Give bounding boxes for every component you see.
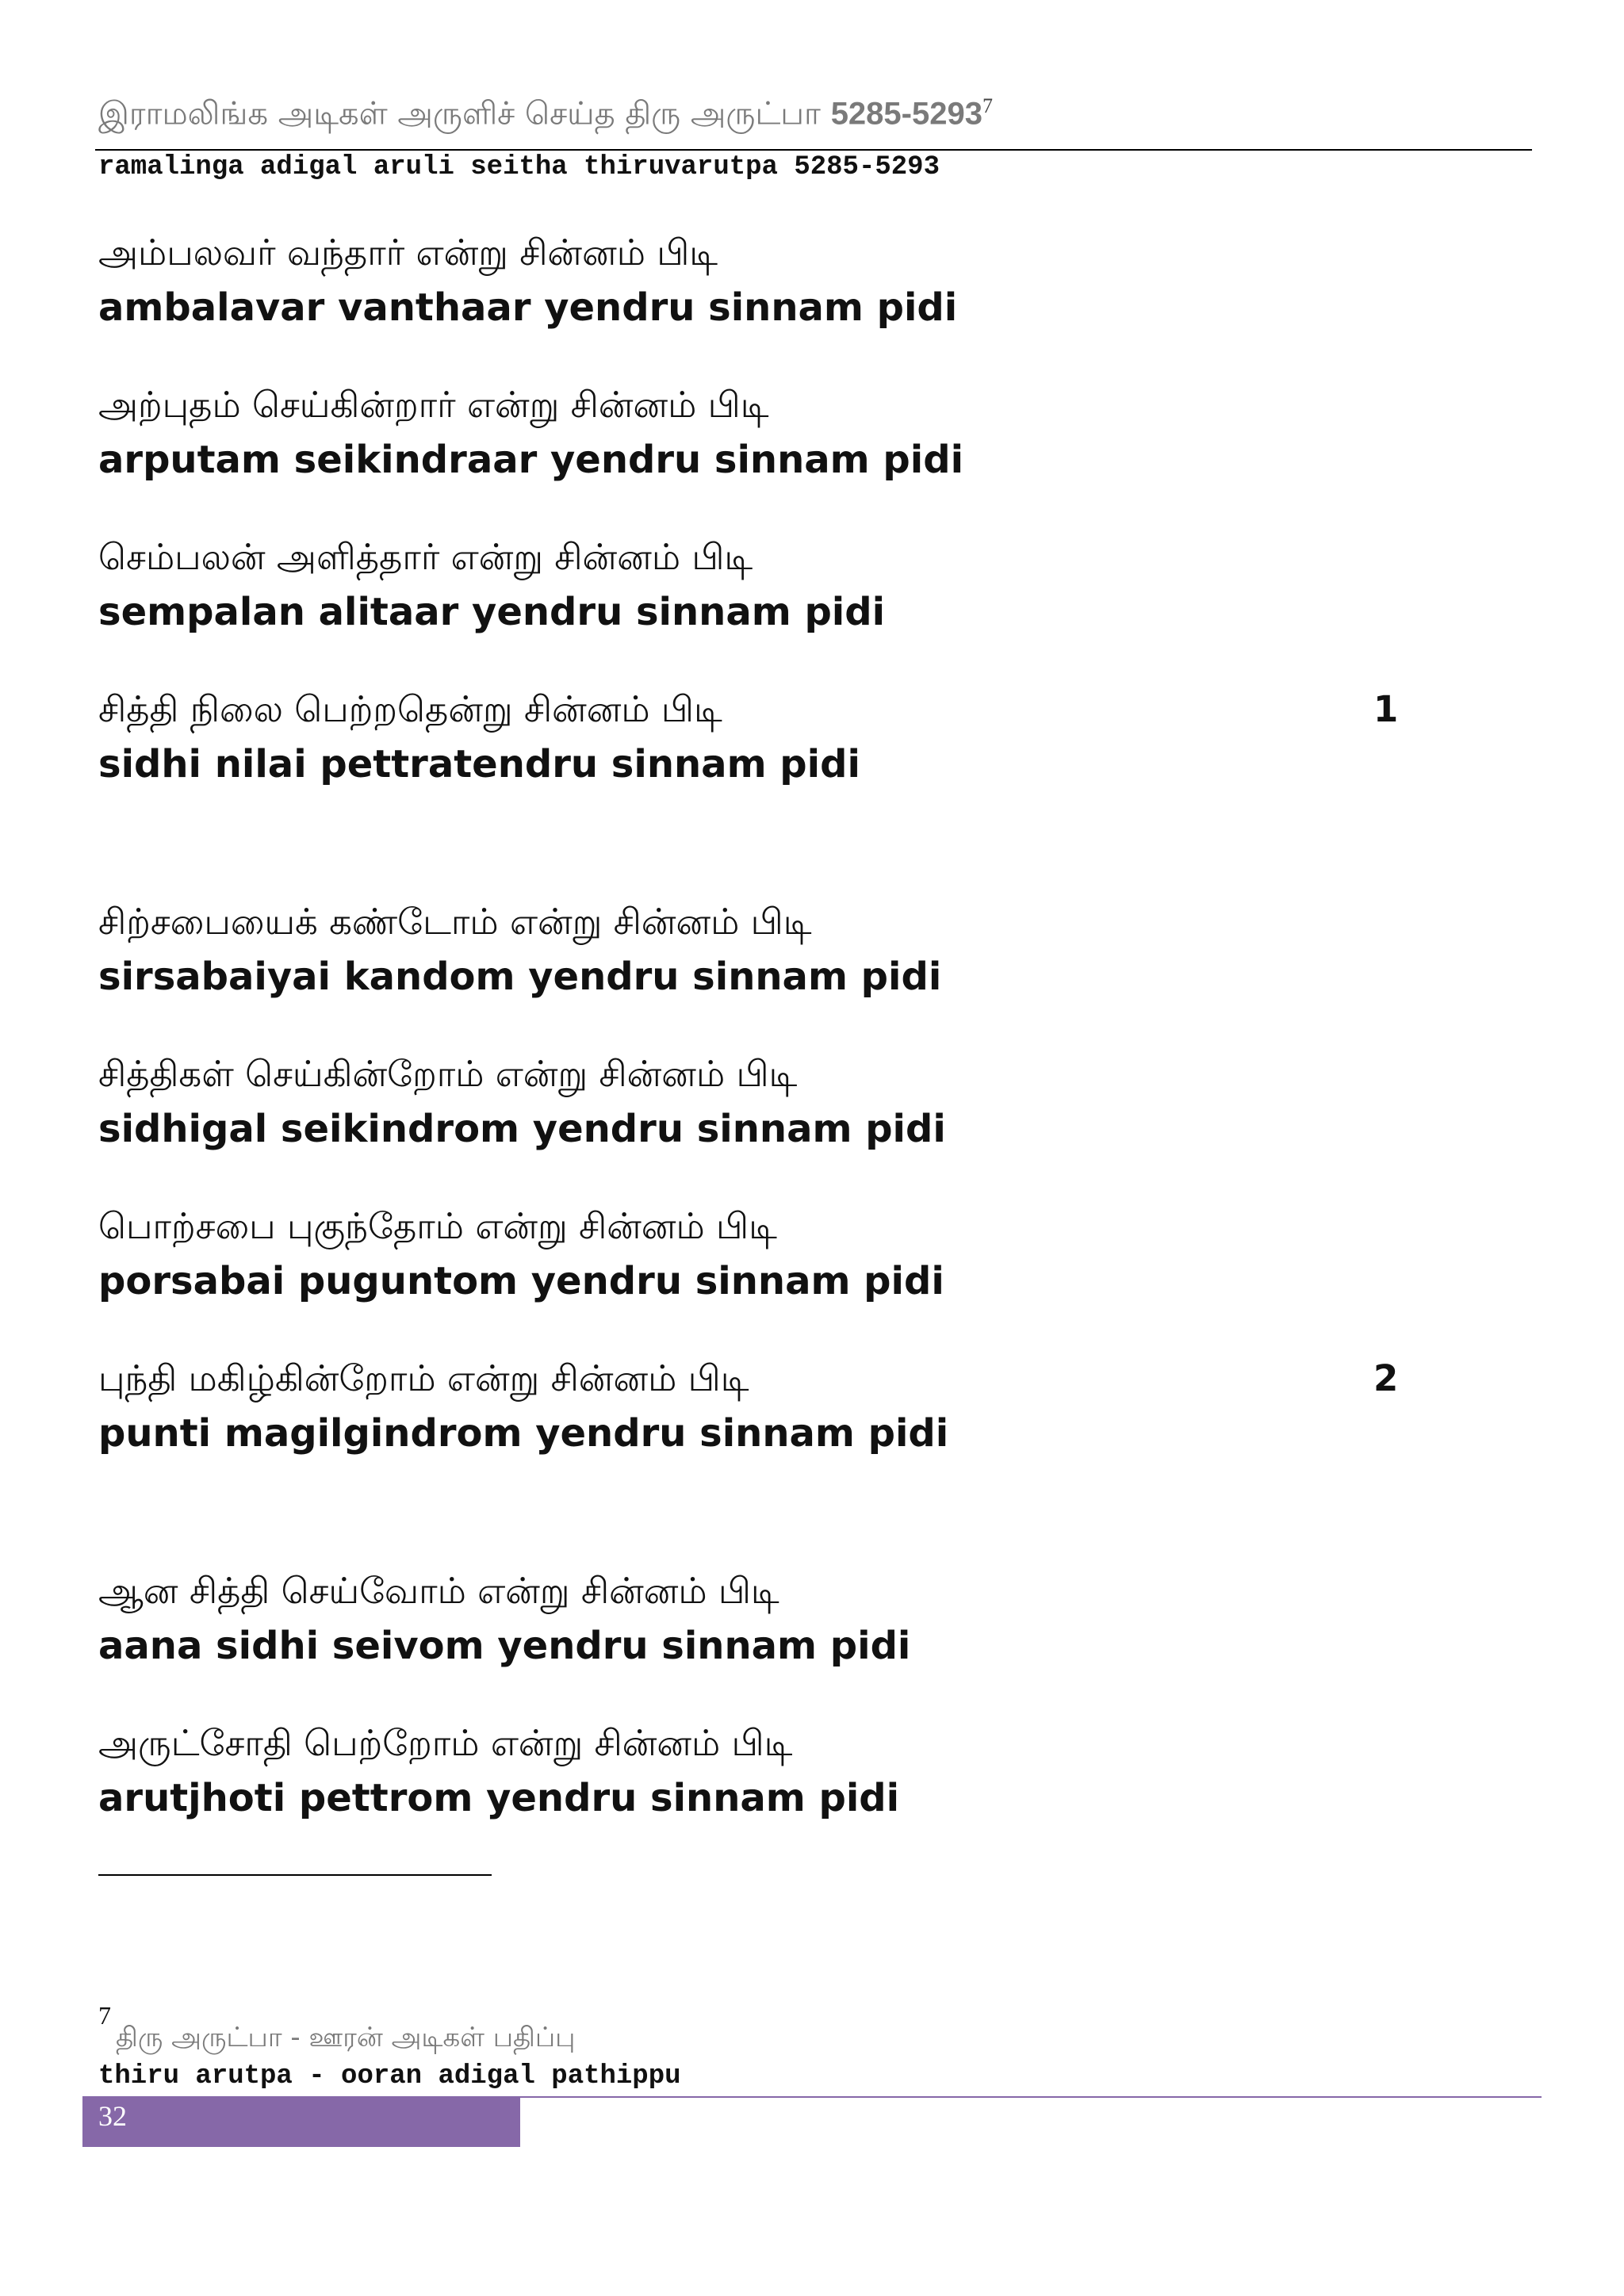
verse-line-translit: sempalan alitaar yendru sinnam pidi <box>98 590 886 634</box>
verse-line-translit: arputam seikindraar yendru sinnam pidi <box>98 438 964 482</box>
footnote-tamil: திரு அருட்பா - ஊரன் அடிகள் பதிப்பு <box>116 2022 576 2053</box>
verse-number: 2 <box>1373 1357 1399 1399</box>
verse-line-translit: porsabai puguntom yendru sinnam pidi <box>98 1259 944 1303</box>
page-number-tab <box>82 2098 520 2147</box>
verse-line-tamil: பொற்சபை புகுந்தோம் என்று சின்னம் பிடி <box>98 1205 777 1247</box>
footnote-translit: thiru arutpa - ooran adigal pathippu <box>98 2061 681 2091</box>
verse-line-translit: sidhi nilai pettratendru sinnam pidi <box>98 742 860 786</box>
page-number: 32 <box>98 2100 127 2132</box>
verse-line-tamil: சித்திகள் செய்கின்றோம் என்று சின்னம் பிடி <box>98 1053 798 1095</box>
header-translit-title: ramalinga adigal aruli seitha thiruvarutpa 5285-5293 <box>98 152 940 182</box>
verse-line-translit: sidhigal seikindrom yendru sinnam pidi <box>98 1107 946 1151</box>
verse-line-tamil: அம்பலவர் வந்தார் என்று சின்னம் பிடி <box>98 232 718 274</box>
footnote-mark: 7 <box>98 2001 111 2030</box>
header-tamil-title <box>98 94 993 132</box>
header-divider <box>95 149 1532 151</box>
verse-line-translit: punti magilgindrom yendru sinnam pidi <box>98 1411 949 1456</box>
verse-line-tamil: புந்தி மகிழ்கின்றோம் என்று சின்னம் பிடி <box>98 1357 749 1399</box>
verse-line-tamil: சிற்சபையைக் கண்டோம் என்று சின்னம் பிடி <box>98 901 812 943</box>
verse-line-tamil: ஆன சித்தி செய்வோம் என்று சின்னம் பிடி <box>98 1570 779 1612</box>
verse-line-translit: sirsabaiyai kandom yendru sinnam pidi <box>98 955 942 999</box>
header-verse-range: 5285-5293 <box>830 96 982 132</box>
verse-line-tamil: அற்புதம் செய்கின்றார் என்று சின்னம் பிடி <box>98 384 769 426</box>
verse-line-tamil: செம்பலன் அளித்தார் என்று சின்னம் பிடி <box>98 536 753 578</box>
verse-line-translit: ambalavar vanthaar yendru sinnam pidi <box>98 285 958 330</box>
verse-line-translit: aana sidhi seivom yendru sinnam pidi <box>98 1624 911 1668</box>
header-footnote-ref[interactable]: 7 <box>982 94 993 117</box>
verse-number: 1 <box>1373 688 1399 730</box>
verse-line-translit: arutjhoti pettrom yendru sinnam pidi <box>98 1776 900 1820</box>
verse-line-tamil: சித்தி நிலை பெற்றதென்று சின்னம் பிடி <box>98 688 722 730</box>
header-tamil-text: இராமலிங்க அடிகள் அருளிச் செய்த திரு அருட்பா <box>98 95 821 132</box>
verse-line-tamil: அருட்சோதி பெற்றோம் என்று சின்னம் பிடி <box>98 1722 793 1764</box>
footnote-separator <box>98 1874 492 1876</box>
